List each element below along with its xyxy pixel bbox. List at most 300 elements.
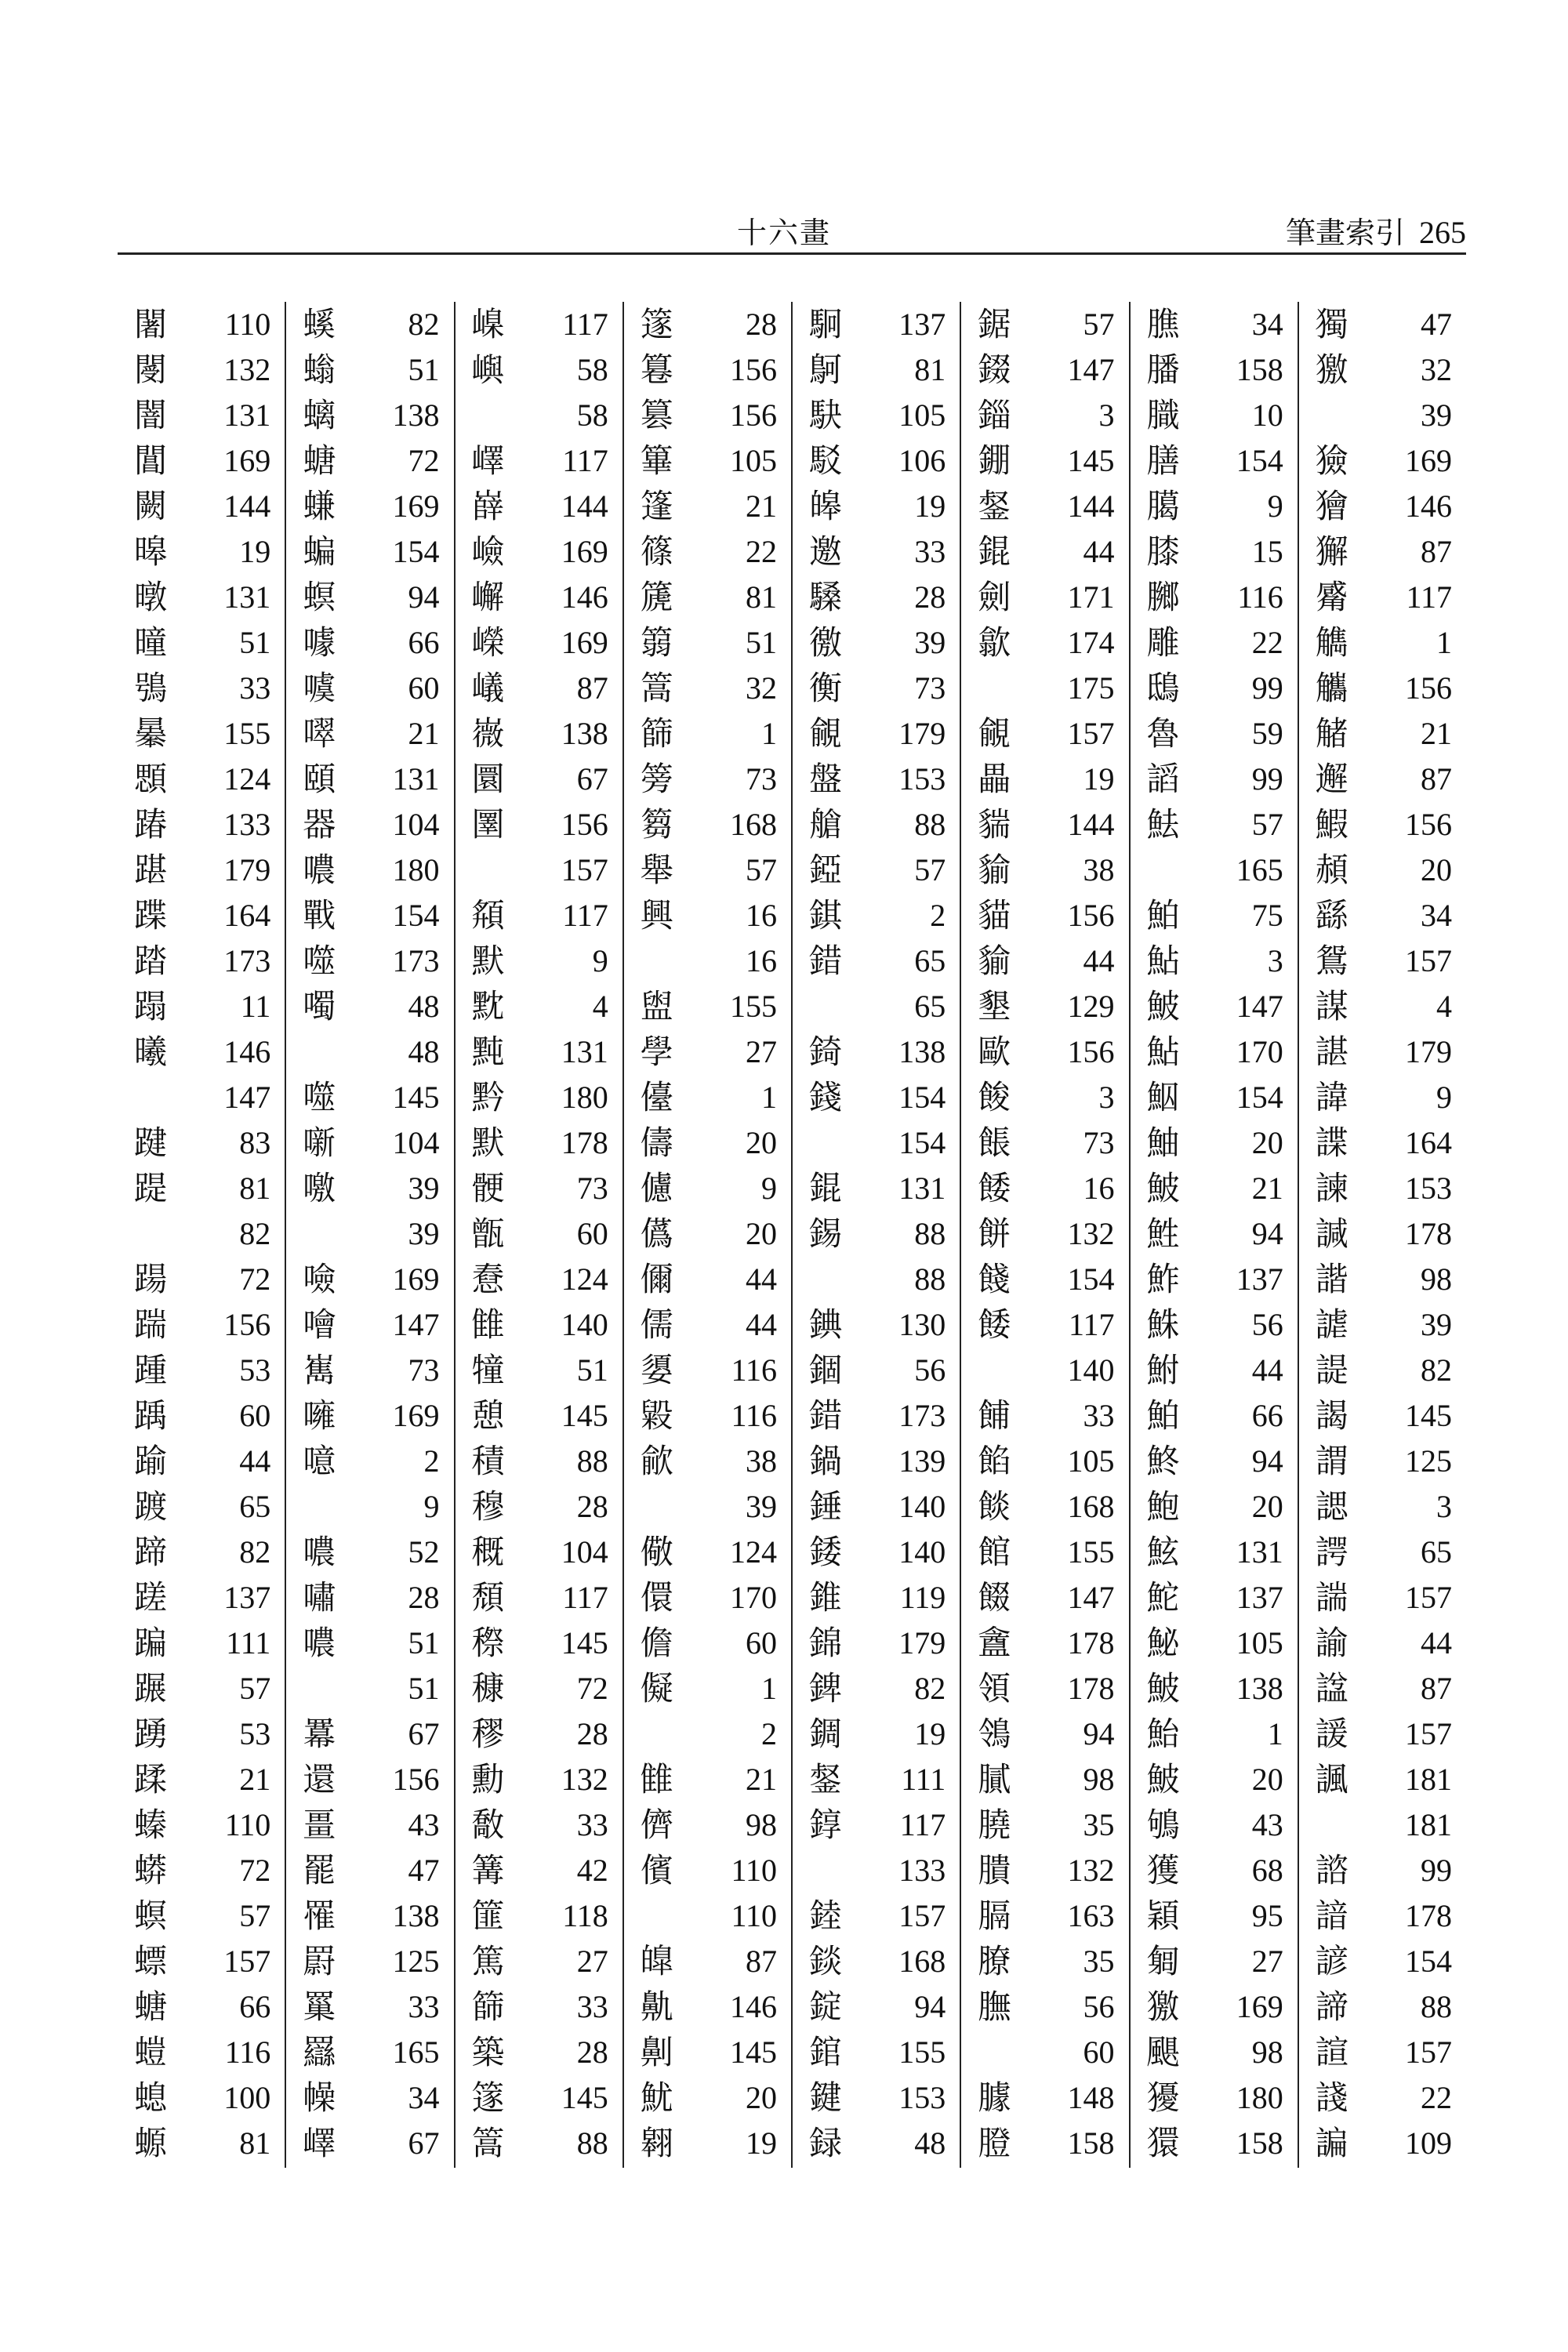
index-entry [624, 1530, 791, 1575]
entry-character: 盥 [640, 987, 673, 1025]
entry-character: 篘 [640, 805, 673, 844]
entry-character: 螇 [303, 305, 336, 343]
entry-character: 鮅 [1146, 1624, 1180, 1662]
entry-character: 錦 [808, 1624, 842, 1662]
entry-character: 踼 [133, 1260, 167, 1298]
entry-page-number: 116 [731, 1352, 777, 1388]
index-entry [286, 1166, 453, 1211]
entry-page-number: 111 [901, 1762, 946, 1797]
index-entry [793, 2121, 960, 2166]
entry-character: 餅 [978, 1214, 1011, 1253]
entry-character: 劓 [640, 2033, 673, 2071]
entry-character: 膫 [978, 1942, 1011, 1980]
index-entry [456, 1757, 622, 1802]
index-entry [624, 438, 791, 484]
index-entry [1299, 1257, 1466, 1302]
entry-character: 嶲 [303, 1351, 336, 1389]
entry-page-number: 39 [408, 1171, 440, 1206]
entry-page-number: 27 [746, 1034, 777, 1069]
index-entry [1131, 757, 1298, 802]
index-entry [456, 302, 622, 347]
entry-character: 錕 [808, 1169, 842, 1207]
index-entry [961, 848, 1128, 893]
index-entry [624, 1075, 791, 1120]
entry-page-number: 154 [1236, 1080, 1283, 1115]
index-entry [456, 1075, 622, 1120]
entry-page-number: 145 [1405, 1398, 1452, 1433]
entry-page-number: 56 [1251, 1307, 1283, 1342]
entry-character: 皥 [640, 1942, 673, 1980]
entry-character: 諴 [1315, 1214, 1348, 1253]
entry-page-number: 157 [1067, 716, 1115, 751]
entry-character: 錏 [808, 851, 842, 889]
index-entry [624, 575, 791, 620]
entry-page-number: 139 [898, 1443, 946, 1479]
entry-page-number: 109 [1405, 2125, 1452, 2161]
index-entry [1299, 1666, 1466, 1711]
index-entry [793, 1530, 960, 1575]
entry-character: 鍋 [808, 1442, 842, 1480]
index-entry [118, 620, 285, 666]
entry-character: 匔 [1146, 1942, 1180, 1980]
index-entry [793, 347, 960, 393]
entry-page-number: 39 [746, 1489, 777, 1524]
index-entry [286, 1348, 453, 1393]
index-entry [1299, 757, 1466, 802]
index-entry [793, 711, 960, 757]
entry-character: 噰 [303, 1396, 336, 1435]
index-entry [1131, 1348, 1298, 1393]
entry-character: 歙 [978, 623, 1011, 662]
entry-character: 還 [303, 1760, 336, 1798]
entry-character: 皞 [808, 487, 842, 525]
index-entry [961, 2121, 1128, 2166]
entry-character: 篤 [471, 1942, 505, 1980]
entry-page-number: 156 [392, 1762, 440, 1797]
entry-character: 暾 [133, 578, 167, 616]
entry-page-number: 156 [730, 397, 777, 433]
entry-page-number: 32 [746, 670, 777, 706]
entry-page-number: 116 [731, 1398, 777, 1433]
entry-character: 甑 [471, 1214, 505, 1253]
index-entry [456, 1120, 622, 1166]
entry-page-number: 100 [223, 2080, 271, 2115]
index-entry [793, 1666, 960, 1711]
entry-character: 貒 [978, 805, 1011, 844]
entry-page-number: 67 [408, 2125, 440, 2161]
entry-character: 闍 [133, 305, 167, 343]
entry-page-number: 9 [1436, 1080, 1452, 1115]
entry-page-number: 39 [1421, 397, 1452, 433]
index-entry [1131, 1439, 1298, 1484]
index-entry [961, 1575, 1128, 1621]
entry-page-number: 21 [1251, 1171, 1283, 1206]
index-entry [1131, 1120, 1298, 1166]
entry-page-number: 154 [392, 534, 440, 569]
entry-page-number: 65 [914, 989, 946, 1024]
entry-page-number: 44 [1421, 1625, 1452, 1661]
entry-page-number: 144 [1067, 807, 1115, 842]
entry-page-number: 88 [576, 2125, 608, 2161]
entry-page-number: 145 [1067, 443, 1115, 478]
index-entry [624, 1439, 791, 1484]
entry-page-number: 33 [576, 1989, 608, 2024]
entry-page-number: 179 [223, 852, 271, 887]
index-entry [286, 1439, 453, 1484]
entry-page-number: 57 [239, 1898, 271, 1933]
entry-character: 踺 [133, 1123, 167, 1162]
entry-page-number: 153 [898, 761, 946, 797]
entry-page-number: 9 [761, 1171, 777, 1206]
entry-character: 篪 [640, 578, 673, 616]
entry-page-number: 1 [761, 716, 777, 751]
index-entry [118, 1621, 285, 1666]
entry-character: 錙 [978, 396, 1011, 434]
index-entry [456, 1257, 622, 1302]
entry-page-number: 173 [898, 1398, 946, 1433]
entry-page-number: 20 [1421, 852, 1452, 887]
entry-character: 蹂 [133, 1760, 167, 1798]
index-entry [793, 757, 960, 802]
entry-page-number: 60 [1083, 2034, 1115, 2070]
entry-page-number: 117 [562, 307, 608, 342]
index-entry [1299, 1893, 1466, 1939]
entry-character: 篣 [640, 760, 673, 798]
entry-page-number: 81 [746, 579, 777, 615]
entry-character: 默 [471, 942, 505, 980]
entry-page-number: 58 [576, 397, 608, 433]
entry-page-number: 11 [240, 989, 271, 1024]
index-entry [1131, 1848, 1298, 1893]
entry-page-number: 57 [239, 1671, 271, 1706]
entry-page-number: 99 [1251, 761, 1283, 797]
entry-character: 戰 [303, 896, 336, 935]
index-entry [1299, 393, 1466, 438]
entry-page-number: 155 [898, 2034, 946, 2070]
entry-page-number: 16 [746, 943, 777, 978]
index-entry [1131, 1984, 1298, 2030]
entry-page-number: 39 [1421, 1307, 1452, 1342]
entry-character: 骾 [471, 1169, 505, 1207]
index-entry [1299, 1530, 1466, 1575]
index-entry [793, 484, 960, 529]
index-entry [456, 893, 622, 938]
index-entry [1299, 984, 1466, 1029]
entry-page-number: 19 [239, 534, 271, 569]
index-entry [286, 984, 453, 1029]
index-entry [118, 1711, 285, 1757]
entry-page-number: 104 [392, 1125, 440, 1160]
index-entry [1299, 1302, 1466, 1348]
entry-character: 黕 [471, 987, 505, 1025]
index-entry [961, 1302, 1128, 1348]
entry-page-number: 94 [1251, 1216, 1283, 1251]
index-entry [793, 1120, 960, 1166]
entry-character: 篴 [640, 305, 673, 343]
entry-character: 錤 [808, 896, 842, 935]
entry-character: 羃 [303, 1715, 336, 1753]
entry-character: 諓 [1315, 2078, 1348, 2117]
index-entry [456, 1211, 622, 1257]
index-entry [286, 1484, 453, 1530]
index-entry [118, 1211, 285, 1257]
entry-character: 餞 [978, 1260, 1011, 1298]
entry-character: 踏 [133, 942, 167, 980]
entry-character: 盤 [808, 760, 842, 798]
index-entry [456, 1621, 622, 1666]
entry-character: 鰕 [1315, 805, 1348, 844]
index-entry [1131, 2075, 1298, 2121]
entry-page-number: 140 [1067, 1352, 1115, 1388]
entry-page-number: 66 [1251, 1398, 1283, 1433]
entry-page-number: 33 [1083, 1398, 1115, 1433]
index-entry [1131, 1029, 1298, 1075]
entry-character: 鮋 [1146, 1123, 1180, 1162]
entry-page-number: 145 [730, 2034, 777, 2070]
entry-character: 儗 [640, 1669, 673, 1708]
entry-character: 覦 [808, 714, 842, 753]
index-entry [118, 484, 285, 529]
entry-page-number: 147 [223, 1080, 271, 1115]
entry-page-number: 158 [1236, 2125, 1283, 2161]
entry-page-number: 138 [392, 397, 440, 433]
index-entry [793, 302, 960, 347]
index-entry [624, 1711, 791, 1757]
entry-character: 膴 [978, 1987, 1011, 2026]
entry-character: 魯 [1146, 714, 1180, 753]
index-entry [961, 1393, 1128, 1439]
entry-character: 雔 [471, 1305, 505, 1344]
index-entry [456, 848, 622, 893]
entry-character: 錖 [978, 487, 1011, 525]
index-entry [624, 1802, 791, 1848]
index-entry [624, 1893, 791, 1939]
entry-character: 儐 [640, 1851, 673, 1889]
index-entry [118, 848, 285, 893]
entry-character: 獲 [1146, 1851, 1180, 1889]
index-entry [286, 393, 453, 438]
index-entry [961, 1666, 1128, 1711]
entry-page-number: 21 [239, 1762, 271, 1797]
entry-character: 貐 [978, 942, 1011, 980]
entry-character: 穋 [471, 1715, 505, 1753]
index-entry [793, 802, 960, 848]
entry-character: 餕 [978, 1078, 1011, 1116]
entry-page-number: 138 [1236, 1671, 1283, 1706]
entry-page-number: 58 [576, 352, 608, 387]
index-entry [456, 2075, 622, 2121]
index-entry [624, 848, 791, 893]
entry-character: 鮑 [1146, 1487, 1180, 1526]
entry-character: 獬 [1315, 532, 1348, 571]
index-entry [1299, 1984, 1466, 2030]
entry-character: 諭 [1315, 1624, 1348, 1662]
entry-character: 螘 [133, 2033, 167, 2071]
entry-page-number: 3 [1098, 397, 1115, 433]
entry-page-number: 88 [914, 807, 946, 842]
entry-page-number: 20 [746, 1125, 777, 1160]
entry-page-number: 156 [1067, 1034, 1115, 1069]
entry-page-number: 157 [1405, 1716, 1452, 1751]
index-entry [1131, 1939, 1298, 1984]
index-entry [1131, 1166, 1298, 1211]
entry-character: 篳 [640, 441, 673, 480]
entry-page-number: 81 [914, 352, 946, 387]
entry-character: 鮎 [1146, 942, 1180, 980]
index-entry [286, 893, 453, 938]
index-entry [286, 1120, 453, 1166]
index-entry [1131, 1893, 1298, 1939]
entry-page-number: 154 [1405, 1944, 1452, 1979]
index-entry [624, 893, 791, 938]
entry-page-number: 124 [730, 1534, 777, 1570]
index-entry [961, 1484, 1128, 1530]
entry-character: 敿 [471, 1806, 505, 1844]
entry-page-number: 88 [1421, 1989, 1452, 2024]
index-entry [456, 620, 622, 666]
index-entry [1131, 1393, 1298, 1439]
index-entry [1299, 1166, 1466, 1211]
entry-character: 噳 [303, 669, 336, 707]
index-entry [1131, 893, 1298, 938]
entry-character: 臈 [1146, 487, 1180, 525]
entry-character: 噫 [303, 1442, 336, 1480]
entry-character: 錡 [808, 1033, 842, 1071]
index-entry [793, 1439, 960, 1484]
entry-page-number: 129 [1067, 989, 1115, 1024]
entry-page-number: 165 [392, 2034, 440, 2070]
entry-page-number: 181 [1405, 1807, 1452, 1842]
entry-character: 錫 [808, 1214, 842, 1253]
entry-character: 鮀 [1146, 1578, 1180, 1617]
entry-character: 鴛 [1315, 942, 1348, 980]
entry-page-number: 178 [1067, 1625, 1115, 1661]
index-entry [118, 1166, 285, 1211]
index-entry [793, 1257, 960, 1302]
index-entry [624, 938, 791, 984]
index-entry [624, 529, 791, 575]
entry-character: 學 [640, 1033, 673, 1071]
entry-character: 憩 [471, 1396, 505, 1435]
entry-page-number: 105 [898, 397, 946, 433]
entry-page-number: 2 [761, 1716, 777, 1751]
index-entry [286, 575, 453, 620]
index-entry [286, 2121, 453, 2166]
entry-character: 蝙 [303, 532, 336, 571]
index-entry [118, 711, 285, 757]
index-entry [118, 1757, 285, 1802]
entry-page-number: 146 [1405, 488, 1452, 524]
index-column [622, 302, 791, 2168]
entry-page-number: 44 [1083, 534, 1115, 569]
entry-page-number: 157 [223, 1944, 271, 1979]
entry-page-number: 125 [1405, 1443, 1452, 1479]
index-entry [624, 1757, 791, 1802]
entry-character: 篩 [471, 1987, 505, 2026]
entry-character: 錟 [808, 1942, 842, 1980]
entry-character: 劍 [978, 578, 1011, 616]
index-entry [961, 1621, 1128, 1666]
entry-page-number: 48 [408, 1034, 440, 1069]
index-entry [1299, 1621, 1466, 1666]
entry-character: 諧 [1315, 1260, 1348, 1298]
entry-character: 罻 [303, 1942, 336, 1980]
index-entry [624, 802, 791, 848]
index-entry [961, 1939, 1128, 1984]
entry-page-number: 145 [392, 1080, 440, 1115]
entry-character: 曈 [133, 623, 167, 662]
entry-character: 噥 [303, 1533, 336, 1571]
entry-character: 築 [471, 2033, 505, 2071]
entry-character: 錯 [808, 942, 842, 980]
entry-character: 踴 [133, 1715, 167, 1753]
entry-character: 罷 [303, 1851, 336, 1889]
entry-page-number: 33 [239, 670, 271, 706]
entry-page-number: 148 [1067, 2080, 1115, 2115]
entry-page-number: 81 [239, 1171, 271, 1206]
entry-character: 噣 [303, 987, 336, 1025]
index-entry [118, 757, 285, 802]
entry-page-number: 116 [1237, 579, 1283, 615]
entry-page-number: 117 [562, 443, 608, 478]
entry-character: 艙 [808, 805, 842, 844]
index-entry [118, 1439, 285, 1484]
entry-character: 鮌 [1146, 1533, 1180, 1571]
entry-page-number: 131 [561, 1034, 608, 1069]
entry-character: 螊 [303, 487, 336, 525]
entry-character: 錘 [808, 1487, 842, 1526]
entry-character: 錖 [808, 1760, 842, 1798]
entry-page-number: 117 [899, 1807, 946, 1842]
entry-character: 儋 [640, 1624, 673, 1662]
index-entry [624, 1575, 791, 1621]
entry-page-number: 133 [898, 1853, 946, 1888]
index-entry [1131, 620, 1298, 666]
index-entry [118, 1484, 285, 1530]
entry-page-number: 57 [914, 852, 946, 887]
index-entry [961, 1029, 1128, 1075]
entry-character: 踳 [133, 805, 167, 844]
entry-page-number: 137 [1236, 1261, 1283, 1297]
entry-page-number: 169 [392, 488, 440, 524]
index-entry [1131, 1666, 1298, 1711]
index-entry [118, 984, 285, 1029]
index-entry [793, 1939, 960, 1984]
entry-page-number: 88 [914, 1261, 946, 1297]
entry-character: 錕 [978, 532, 1011, 571]
index-entry [624, 1302, 791, 1348]
entry-page-number: 125 [392, 1944, 440, 1979]
entry-character: 儔 [640, 1123, 673, 1162]
entry-page-number: 146 [223, 1034, 271, 1069]
entry-character: 嶸 [471, 623, 505, 662]
entry-character: 儢 [640, 1169, 673, 1207]
entry-character: 鮍 [1146, 1669, 1180, 1708]
entry-character: 篝 [471, 1851, 505, 1889]
entry-character: 臄 [978, 2078, 1011, 2117]
entry-character: 鮗 [1146, 1442, 1180, 1480]
index-entry [456, 1166, 622, 1211]
entry-character: 鋸 [978, 305, 1011, 343]
entry-character: 謟 [1146, 760, 1180, 798]
entry-page-number: 169 [561, 534, 608, 569]
entry-character: 畾 [978, 760, 1011, 798]
entry-page-number: 19 [914, 488, 946, 524]
index-entry [286, 438, 453, 484]
index-entry [961, 484, 1128, 529]
entry-page-number: 153 [1405, 1171, 1452, 1206]
entry-page-number: 110 [731, 1898, 777, 1933]
